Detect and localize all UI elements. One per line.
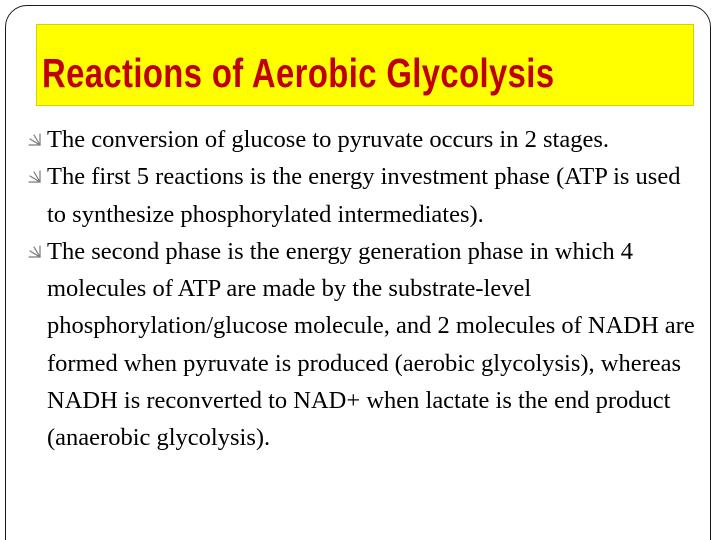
bullet-item xyxy=(28,158,698,233)
rays-burst-icon xyxy=(28,170,43,183)
bullet-item xyxy=(28,121,698,158)
bullet-text: The first 5 reactions is the energy investment phase (ATP is used to synthesize phosphorylated intermediates). xyxy=(47,163,681,228)
bullet-text: The conversion of glucose to pyruvate occurs in 2 stages. xyxy=(47,126,609,153)
rays-burst-icon xyxy=(28,133,43,146)
bullet-list xyxy=(28,121,698,457)
slide-title: Reactions of Aerobic Glycolysis xyxy=(42,50,555,96)
bullet-item xyxy=(28,233,698,457)
rays-burst-icon xyxy=(28,245,43,258)
bullet-text: The second phase is the energy generation phase in which 4 molecules of ATP are made by the substrate-level phosphorylation/glucose molecule, and 2 molecules of NADH are formed when pyruvate is produced (aerobic glycolysis), whereas NADH is reconverted to NAD+ when lactate is the end product (anaerobic glycolysis). xyxy=(47,237,695,452)
